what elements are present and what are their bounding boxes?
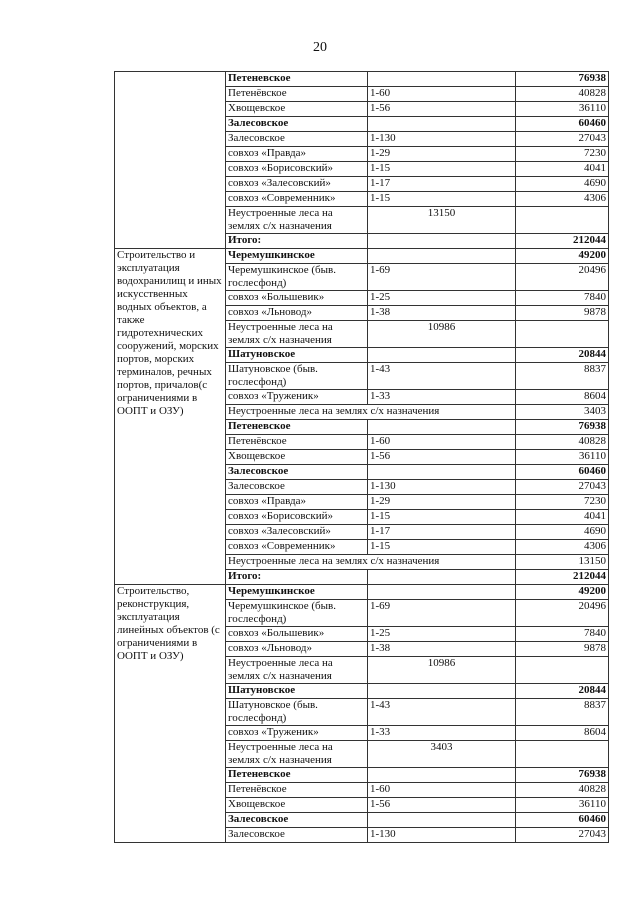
quarter-range: 1-17 — [368, 525, 516, 540]
total-value: 212044 — [516, 234, 609, 249]
area-value: 4690 — [516, 525, 609, 540]
area-value: 4306 — [516, 192, 609, 207]
quarter-range: 1-15 — [368, 162, 516, 177]
tract-name: Шатуновское (быв. гослесфонд) — [226, 363, 368, 390]
area-value: 7230 — [516, 147, 609, 162]
empty-cell — [516, 741, 609, 768]
total-label: Итого: — [226, 570, 368, 585]
area-value: 7230 — [516, 495, 609, 510]
forestry-area: 76938 — [516, 420, 609, 435]
quarter-range: 1-60 — [368, 435, 516, 450]
forestry-name: Шатуновское — [226, 684, 368, 699]
tract-name: совхоз «Правда» — [226, 495, 368, 510]
quarter-range: 1-60 — [368, 87, 516, 102]
tract-name: совхоз «Правда» — [226, 147, 368, 162]
tract-name: совхоз «Современник» — [226, 192, 368, 207]
forestry-area: 49200 — [516, 249, 609, 264]
forestry-name: Петеневское — [226, 420, 368, 435]
unorganized-label: Неустроенные леса на землях с/х назначения — [226, 207, 368, 234]
tract-name: Петенёвское — [226, 783, 368, 798]
purpose-cell: Строительство и эксплуатация водохранилищ и иных искусственных водных объектов, а также гидротехнических сооружений, морских портов, морских терминалов, речных портов, причалов(с ограничениями в ООПТ и ОЗУ) — [115, 249, 226, 585]
forestry-table — [114, 71, 609, 843]
area-value: 9878 — [516, 306, 609, 321]
area-value: 8837 — [516, 363, 609, 390]
empty-cell — [516, 321, 609, 348]
range-cell — [368, 684, 516, 699]
range-cell — [368, 813, 516, 828]
forestry-area: 20844 — [516, 348, 609, 363]
tract-name: совхоз «Современник» — [226, 540, 368, 555]
area-value: 40828 — [516, 435, 609, 450]
area-value: 20496 — [516, 600, 609, 627]
forestry-name: Черемушкинское — [226, 249, 368, 264]
area-value: 4690 — [516, 177, 609, 192]
tract-name: Шатуновское (быв. гослесфонд) — [226, 699, 368, 726]
purpose-cell: Строительство, реконструкция, эксплуатация линейных объектов (с ограничениями в ООПТ и ОЗУ) — [115, 585, 226, 843]
table-row — [115, 249, 609, 264]
quarter-range: 1-38 — [368, 642, 516, 657]
tract-name: Залесовское — [226, 828, 368, 843]
quarter-range: 1-69 — [368, 600, 516, 627]
tract-name: совхоз «Залесовский» — [226, 525, 368, 540]
table-row — [115, 585, 609, 600]
quarter-range: 1-43 — [368, 363, 516, 390]
quarter-range: 1-17 — [368, 177, 516, 192]
quarter-range: 1-56 — [368, 102, 516, 117]
range-cell — [368, 465, 516, 480]
area-value: 27043 — [516, 132, 609, 147]
area-value: 4306 — [516, 540, 609, 555]
tract-name: Хвощевское — [226, 450, 368, 465]
tract-name: совхоз «Труженик» — [226, 726, 368, 741]
area-value: 8604 — [516, 726, 609, 741]
range-cell — [368, 72, 516, 87]
range-cell — [368, 249, 516, 264]
forestry-name: Петеневское — [226, 72, 368, 87]
tract-name: Черемушкинское (быв. гослесфонд) — [226, 600, 368, 627]
range-cell — [368, 420, 516, 435]
quarter-range: 1-130 — [368, 480, 516, 495]
area-value: 40828 — [516, 783, 609, 798]
range-cell — [368, 348, 516, 363]
area-value: 7840 — [516, 291, 609, 306]
tract-name: совхоз «Льновод» — [226, 642, 368, 657]
empty-cell — [516, 657, 609, 684]
unorganized-label: Неустроенные леса на землях с/х назначения — [226, 657, 368, 684]
total-label: Итого: — [226, 234, 368, 249]
quarter-range: 1-130 — [368, 828, 516, 843]
area-value: 4041 — [516, 510, 609, 525]
quarter-range: 1-29 — [368, 147, 516, 162]
quarter-range: 1-25 — [368, 291, 516, 306]
area-value: 36110 — [516, 450, 609, 465]
tract-name: Хвощевское — [226, 102, 368, 117]
tract-name: Залесовское — [226, 132, 368, 147]
unorganized-label: Неустроенные леса на землях с/х назначения — [226, 405, 516, 420]
tract-name: Залесовское — [226, 480, 368, 495]
tract-name: Петенёвское — [226, 87, 368, 102]
forestry-name: Залесовское — [226, 813, 368, 828]
tract-name: совхоз «Борисовский» — [226, 162, 368, 177]
unorganized-area: 10986 — [368, 657, 516, 684]
tract-name: совхоз «Труженик» — [226, 390, 368, 405]
quarter-range: 1-56 — [368, 450, 516, 465]
quarter-range: 1-130 — [368, 132, 516, 147]
unorganized-area: 3403 — [516, 405, 609, 420]
range-cell — [368, 570, 516, 585]
forestry-name: Залесовское — [226, 465, 368, 480]
forestry-name: Шатуновское — [226, 348, 368, 363]
forestry-area: 76938 — [516, 72, 609, 87]
area-value: 27043 — [516, 828, 609, 843]
forestry-area: 76938 — [516, 768, 609, 783]
quarter-range: 1-69 — [368, 264, 516, 291]
area-value: 36110 — [516, 102, 609, 117]
quarter-range: 1-15 — [368, 540, 516, 555]
range-cell — [368, 768, 516, 783]
quarter-range: 1-15 — [368, 192, 516, 207]
tract-name: Черемушкинское (быв. гослесфонд) — [226, 264, 368, 291]
forestry-area: 60460 — [516, 117, 609, 132]
forestry-area: 20844 — [516, 684, 609, 699]
forestry-area: 60460 — [516, 813, 609, 828]
tract-name: Хвощевское — [226, 798, 368, 813]
unorganized-label: Неустроенные леса на землях с/х назначения — [226, 321, 368, 348]
forestry-name: Петеневское — [226, 768, 368, 783]
unorganized-area: 10986 — [368, 321, 516, 348]
tract-name: совхоз «Залесовский» — [226, 177, 368, 192]
quarter-range: 1-29 — [368, 495, 516, 510]
unorganized-area: 13150 — [516, 555, 609, 570]
purpose-cell — [115, 72, 226, 249]
range-cell — [368, 585, 516, 600]
unorganized-label: Неустроенные леса на землях с/х назначения — [226, 555, 516, 570]
quarter-range: 1-15 — [368, 510, 516, 525]
forestry-area: 60460 — [516, 465, 609, 480]
page-number: 20 — [313, 40, 327, 55]
tract-name: Петенёвское — [226, 435, 368, 450]
quarter-range: 1-25 — [368, 627, 516, 642]
area-value: 9878 — [516, 642, 609, 657]
quarter-range: 1-43 — [368, 699, 516, 726]
area-value: 8837 — [516, 699, 609, 726]
quarter-range: 1-33 — [368, 390, 516, 405]
tract-name: совхоз «Большевик» — [226, 627, 368, 642]
quarter-range: 1-33 — [368, 726, 516, 741]
area-value: 7840 — [516, 627, 609, 642]
quarter-range: 1-38 — [368, 306, 516, 321]
area-value: 8604 — [516, 390, 609, 405]
area-value: 40828 — [516, 87, 609, 102]
unorganized-area: 3403 — [368, 741, 516, 768]
area-value: 36110 — [516, 798, 609, 813]
unorganized-area: 13150 — [368, 207, 516, 234]
tract-name: совхоз «Борисовский» — [226, 510, 368, 525]
forestry-area: 49200 — [516, 585, 609, 600]
range-cell — [368, 117, 516, 132]
unorganized-label: Неустроенные леса на землях с/х назначения — [226, 741, 368, 768]
table-row — [115, 72, 609, 87]
empty-cell — [516, 207, 609, 234]
total-value: 212044 — [516, 570, 609, 585]
forestry-name: Черемушкинское — [226, 585, 368, 600]
forestry-name: Залесовское — [226, 117, 368, 132]
tract-name: совхоз «Большевик» — [226, 291, 368, 306]
area-value: 27043 — [516, 480, 609, 495]
area-value: 20496 — [516, 264, 609, 291]
area-value: 4041 — [516, 162, 609, 177]
range-cell — [368, 234, 516, 249]
quarter-range: 1-56 — [368, 798, 516, 813]
tract-name: совхоз «Льновод» — [226, 306, 368, 321]
quarter-range: 1-60 — [368, 783, 516, 798]
